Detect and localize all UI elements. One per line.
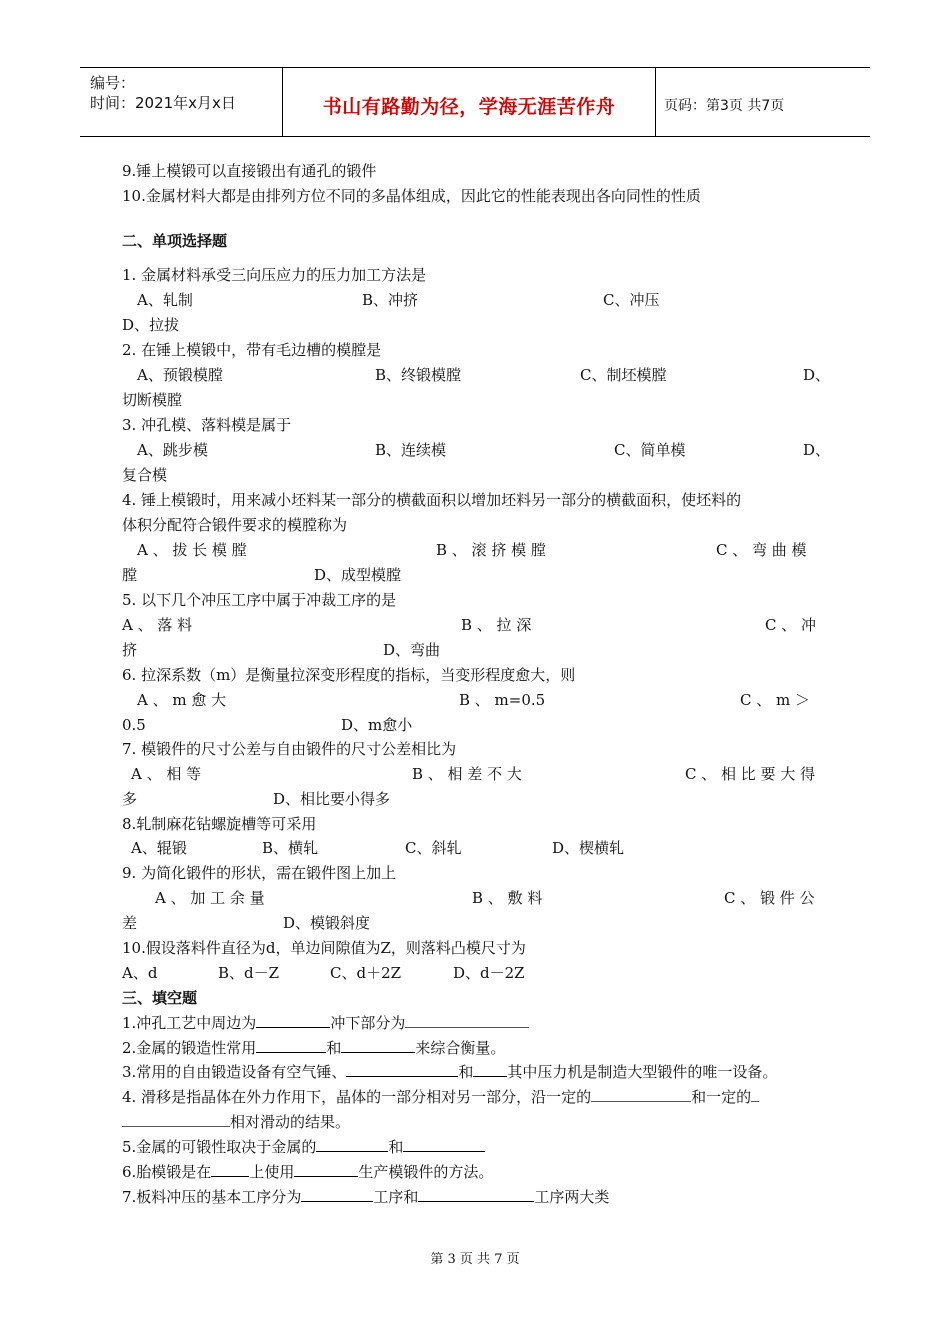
fill-q4-text-3: 相对滑动的结果。 — [230, 1113, 351, 1131]
fill-q4-line2 — [122, 1112, 350, 1131]
fill-q3-text-2: 和 — [458, 1063, 474, 1081]
choice-q2-option-d-text: 切断模膛 — [122, 391, 183, 409]
fill-q2 — [122, 1038, 505, 1057]
fill-q2-text-3: 来综合衡量。 — [415, 1039, 506, 1057]
choice-q5-option-c: C 、 冲 — [765, 616, 817, 634]
choice-q5-option-b: B 、 拉 深 — [461, 616, 532, 634]
choice-q1-option-d: D、拉拔 — [122, 316, 180, 334]
choice-q4-stem-line2: 体积分配符合锻件要求的模膛称为 — [122, 516, 348, 534]
section-title-fill-blank: 三、填空题 — [122, 989, 198, 1007]
fill-q1-blank-1[interactable] — [256, 1013, 330, 1028]
choice-q3-option-c: C、简单模 — [614, 441, 686, 459]
choice-q7-option-c-cont: 多 — [122, 790, 138, 808]
fill-q5-text-2: 和 — [388, 1138, 404, 1156]
choice-q5-option-c-cont: 挤 — [122, 641, 138, 659]
section-title-choice: 二、单项选择题 — [122, 232, 228, 250]
choice-q6-option-d: D、m愈小 — [341, 716, 413, 734]
choice-q4-option-c: C 、 弯 曲 模 — [716, 541, 807, 559]
fill-q3-blank-2[interactable] — [473, 1062, 507, 1077]
tf-question-10: 10.金属材料大都是由排列方位不同的多晶体组成，因此它的性能表现出各向同性的性质 — [122, 187, 701, 205]
header-middle-cell — [283, 68, 656, 136]
choice-q7-option-c: C 、 相 比 要 大 得 — [685, 765, 816, 783]
choice-q4-option-a: A 、 拔 长 模 膛 — [137, 541, 247, 559]
fill-q4-blank-1[interactable] — [591, 1087, 691, 1102]
choice-q7-option-d: D、相比要小得多 — [273, 790, 391, 808]
choice-q10-option-d: D、d－2Z — [453, 964, 525, 982]
fill-q1-text-2: 冲下部分为 — [330, 1014, 406, 1032]
fill-q6-text-3: 生产模锻件的方法。 — [358, 1163, 494, 1181]
fill-q7-text-2: 工序和 — [373, 1188, 419, 1206]
fill-q3 — [122, 1062, 777, 1081]
choice-q3-option-d-text: 复合模 — [122, 466, 168, 484]
fill-q7-text-3: 工序两大类 — [534, 1188, 610, 1206]
choice-q8-option-a: A、辊锻 — [131, 839, 187, 857]
choice-q10-stem: 10.假设落料件直径为d，单边间隙值为Z，则落料凸模尺寸为 — [122, 939, 526, 957]
choice-q5-option-a: A 、 落 料 — [122, 616, 193, 634]
choice-q3-option-a: A、跳步模 — [137, 441, 208, 459]
choice-q9-option-c: C 、 锻 件 公 — [724, 889, 815, 907]
fill-q4-text-2: 和一定的 — [691, 1088, 752, 1106]
choice-q6-option-c: C 、 m ＞ — [740, 691, 811, 709]
fill-q5-blank-2[interactable] — [403, 1137, 485, 1152]
choice-q3-stem: 3. 冲孔模、落料模是属于 — [122, 416, 292, 434]
choice-q7-option-b: B 、 相 差 不 大 — [412, 765, 522, 783]
choice-q4-option-c-cont: 膛 — [122, 566, 138, 584]
page-header — [80, 67, 870, 137]
fill-q2-blank-2[interactable] — [341, 1038, 415, 1053]
choice-q6-option-b: B 、 m=0.5 — [459, 691, 546, 709]
header-page-label: 页码：第3页 共7页 — [664, 98, 785, 114]
choice-q5-stem: 5. 以下几个冲压工序中属于冲裁工序的是 — [122, 591, 397, 609]
choice-q2-option-a: A、预锻模膛 — [137, 366, 223, 384]
fill-q4-line1 — [122, 1087, 759, 1106]
choice-q8-option-d: D、楔横轧 — [552, 839, 625, 857]
choice-q2-option-b: B、终锻模膛 — [375, 366, 462, 384]
choice-q10-option-c: C、d＋2Z — [330, 964, 402, 982]
choice-q6-option-a: A 、 m 愈 大 — [137, 691, 227, 709]
fill-q7 — [122, 1187, 609, 1206]
choice-q4-option-d: D、成型模膛 — [314, 566, 402, 584]
fill-q3-blank-1[interactable] — [346, 1062, 458, 1077]
fill-q5-text-1: 5.金属的可锻性取决于金属的 — [122, 1138, 317, 1156]
tf-question-9: 9.锤上模锻可以直接锻出有通孔的锻件 — [122, 162, 377, 180]
choice-q3-option-d-prefix: D、 — [803, 441, 831, 459]
choice-q4-stem-line1: 4. 锤上模锻时，用来减小坯料某一部分的横截面积以增加坯料另一部分的横截面积，使坯料的 — [122, 491, 742, 509]
choice-q1-stem: 1. 金属材料承受三向压应力的压力加工方法是 — [122, 266, 427, 284]
header-left-cell — [80, 68, 283, 136]
fill-q7-text-1: 7.板料冲压的基本工序分为 — [122, 1188, 302, 1206]
choice-q2-option-d-prefix: D、 — [803, 366, 831, 384]
fill-q3-text-3: 其中压力机是制造大型锻件的唯一设备。 — [507, 1063, 778, 1081]
header-slogan: 书山有路勤为径，学海无涯苦作舟 — [322, 96, 616, 118]
choice-q9-option-d: D、模锻斜度 — [283, 914, 371, 932]
choice-q8-option-c: C、斜轧 — [405, 839, 462, 857]
choice-q7-stem: 7. 模锻件的尺寸公差与自由锻件的尺寸公差相比为 — [122, 740, 457, 758]
choice-q1-option-a: A、轧制 — [137, 291, 193, 309]
choice-q6-option-c-cont: 0.5 — [122, 716, 146, 734]
fill-q1-blank-2[interactable] — [405, 1013, 529, 1028]
fill-q1-text-1: 1.冲孔工艺中周边为 — [122, 1014, 257, 1032]
choice-q10-option-a: A、d — [122, 964, 158, 982]
choice-q9-option-b: B 、 敷 料 — [472, 889, 543, 907]
fill-q2-text-1: 2.金属的锻造性常用 — [122, 1039, 257, 1057]
fill-q6 — [122, 1162, 493, 1181]
choice-q4-option-b: B 、 滚 挤 模 膛 — [436, 541, 546, 559]
choice-q1-option-c: C、冲压 — [603, 291, 660, 309]
header-right-cell — [656, 68, 870, 136]
document-number-label: 编号： — [90, 74, 136, 92]
fill-q2-blank-1[interactable] — [256, 1038, 326, 1053]
choice-q9-option-c-cont: 差 — [122, 914, 138, 932]
fill-q5-blank-1[interactable] — [316, 1137, 388, 1152]
fill-q4-blank-2b[interactable] — [122, 1112, 230, 1127]
fill-q4-text-1: 4. 滑移是指晶体在外力作用下，晶体的一部分相对另一部分，沿一定的 — [122, 1088, 592, 1106]
choice-q3-option-b: B、连续模 — [375, 441, 447, 459]
fill-q4-blank-2a[interactable] — [751, 1087, 759, 1102]
choice-q1-option-b: B、冲挤 — [362, 291, 419, 309]
fill-q7-blank-1[interactable] — [301, 1187, 373, 1202]
choice-q10-option-b: B、d－Z — [218, 964, 280, 982]
choice-q2-option-c: C、制坯模膛 — [580, 366, 667, 384]
choice-q5-option-d: D、弯曲 — [383, 641, 441, 659]
fill-q6-blank-1[interactable] — [211, 1162, 249, 1177]
choice-q9-stem: 9. 为简化锻件的形状，需在锻件图上加上 — [122, 864, 397, 882]
choice-q8-stem: 8.轧制麻花钻螺旋槽等可采用 — [122, 815, 317, 833]
fill-q2-text-2: 和 — [326, 1039, 342, 1057]
choice-q6-stem: 6. 拉深系数（m）是衡量拉深变形程度的指标，当变形程度愈大，则 — [122, 666, 576, 684]
choice-q2-stem: 2. 在锤上模锻中，带有毛边槽的模膛是 — [122, 341, 382, 359]
document-time-label: 时间：2021年x月x日 — [90, 94, 236, 112]
fill-q7-blank-2[interactable] — [418, 1187, 534, 1202]
fill-q6-text-2: 上使用 — [249, 1163, 295, 1181]
fill-q3-text-1: 3.常用的自由锻造设备有空气锤、 — [122, 1063, 347, 1081]
fill-q6-text-1: 6.胎模锻是在 — [122, 1163, 212, 1181]
fill-q5 — [122, 1137, 485, 1156]
choice-q8-option-b: B、横轧 — [262, 839, 319, 857]
choice-q9-option-a: A 、 加 工 余 量 — [155, 889, 265, 907]
page-footer: 第 3 页 共 7 页 — [430, 1252, 520, 1267]
fill-q6-blank-2[interactable] — [294, 1162, 358, 1177]
fill-q1 — [122, 1013, 529, 1032]
choice-q7-option-a: A 、 相 等 — [131, 765, 202, 783]
